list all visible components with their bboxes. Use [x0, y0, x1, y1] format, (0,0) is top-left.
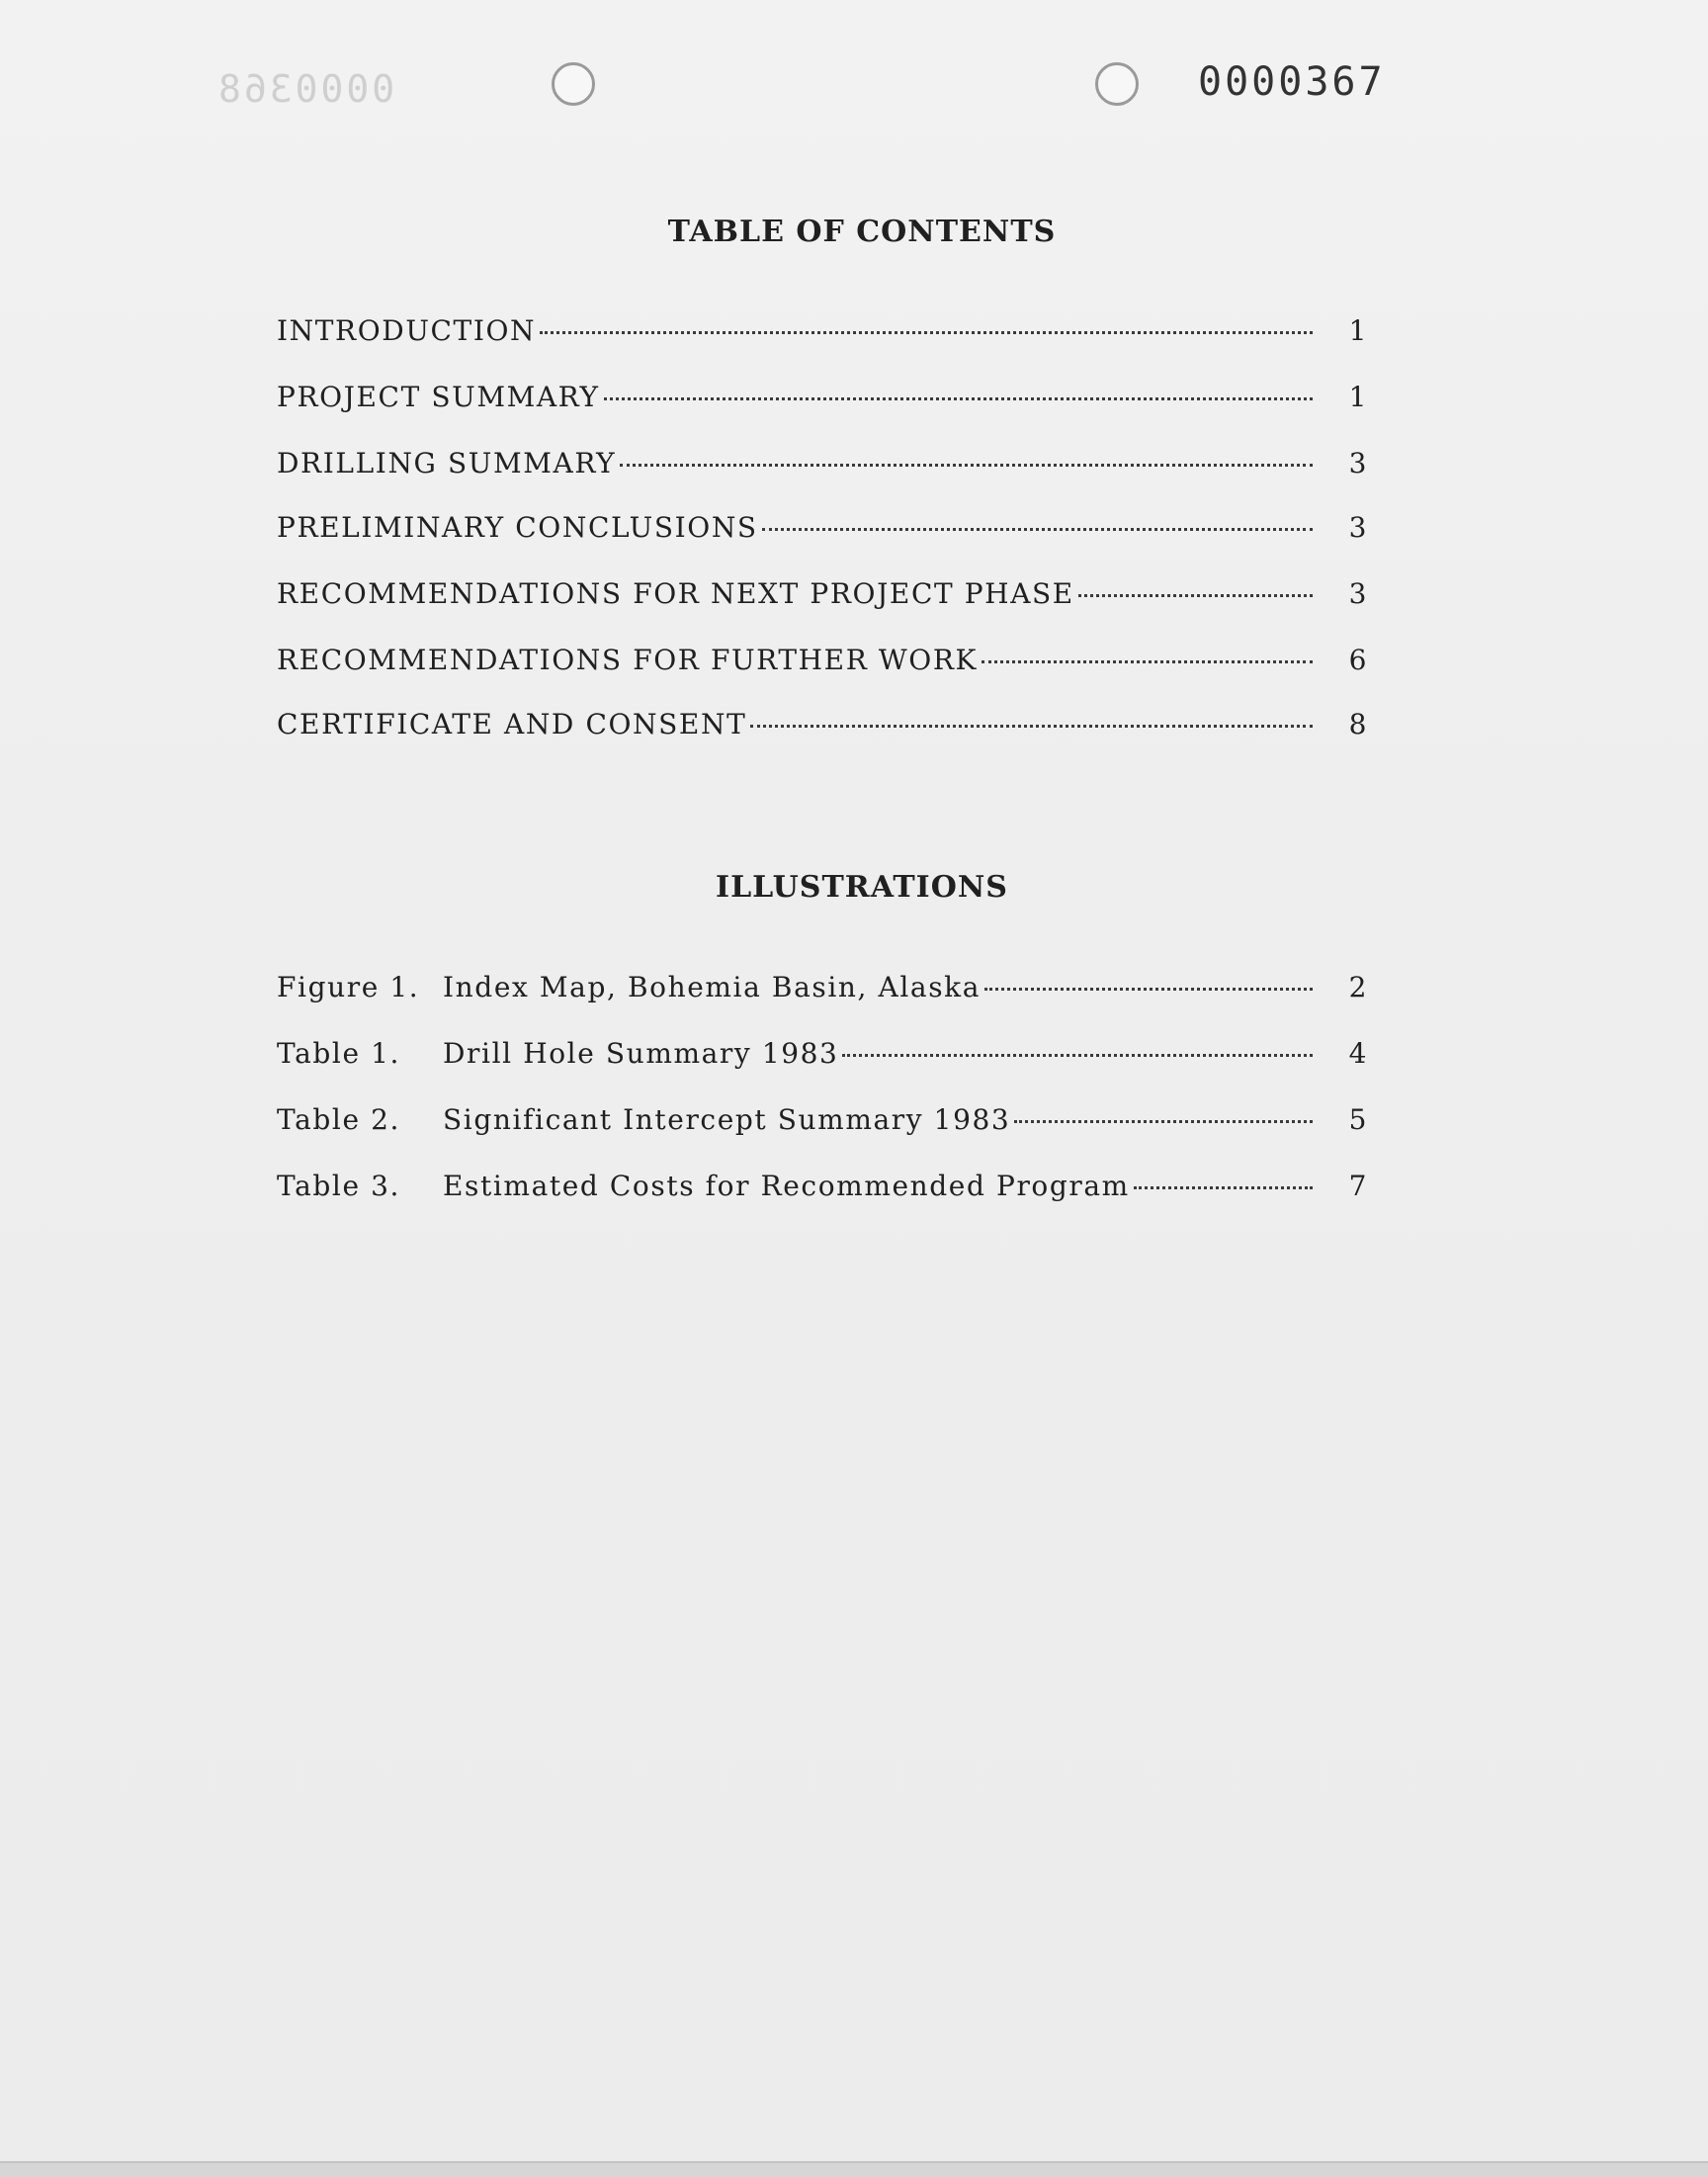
toc-entry-label: DRILLING SUMMARY	[277, 447, 617, 479]
toc-entry-page: 3	[1348, 447, 1368, 479]
document-number: 0000367	[1198, 59, 1386, 105]
toc-entry	[277, 708, 1368, 747]
toc-entry	[277, 314, 1368, 354]
illustration-number: Table 2.	[277, 1103, 401, 1136]
illustration-entry	[277, 1103, 1368, 1143]
illustration-entry	[277, 971, 1368, 1010]
punch-hole-left	[552, 62, 595, 106]
illustration-number: Table 3.	[277, 1170, 401, 1202]
illustration-label: Estimated Costs for Recommended Program	[443, 1170, 1130, 1202]
dot-leader	[1078, 593, 1313, 597]
dot-leader	[982, 659, 1313, 663]
illustration-label: Significant Intercept Summary 1983	[443, 1103, 1011, 1136]
toc-entry-label: RECOMMENDATIONS FOR FURTHER WORK	[277, 644, 979, 676]
toc-entry-label: PRELIMINARY CONCLUSIONS	[277, 511, 758, 544]
dot-leader	[1014, 1119, 1313, 1123]
illustration-label: Index Map, Bohemia Basin, Alaska	[443, 971, 982, 1003]
toc-entry-label: RECOMMENDATIONS FOR NEXT PROJECT PHASE	[277, 577, 1074, 610]
illustration-page: 2	[1348, 971, 1368, 1003]
bleed-through-number: 0000368	[215, 67, 395, 111]
dot-leader	[842, 1053, 1313, 1057]
toc-entry	[277, 577, 1368, 617]
dot-leader	[762, 527, 1313, 531]
toc-title: TABLE OF CONTENTS	[667, 215, 1057, 249]
illustration-number: Table 1.	[277, 1037, 401, 1070]
dot-leader	[604, 396, 1313, 400]
punch-hole-right	[1095, 62, 1139, 106]
dot-leader	[540, 330, 1313, 334]
illustration-entry	[277, 1037, 1368, 1077]
toc-entry	[277, 381, 1368, 420]
toc-entry-page: 8	[1348, 708, 1368, 740]
toc-entry-label: INTRODUCTION	[277, 314, 537, 347]
illustration-page: 5	[1348, 1103, 1368, 1136]
dot-leader	[620, 463, 1313, 467]
toc-entry-page: 3	[1348, 577, 1368, 610]
illustration-label: Drill Hole Summary 1983	[443, 1037, 839, 1070]
toc-entry-label: PROJECT SUMMARY	[277, 381, 600, 413]
illustrations-title: ILLUSTRATIONS	[716, 870, 1008, 905]
dot-leader	[1134, 1185, 1313, 1189]
illustration-entry	[277, 1170, 1368, 1209]
toc-entry-page: 3	[1348, 511, 1368, 544]
illustration-page: 4	[1348, 1037, 1368, 1070]
toc-entry	[277, 644, 1368, 683]
dot-leader	[750, 724, 1313, 728]
dot-leader	[984, 987, 1313, 991]
toc-entry-page: 6	[1348, 644, 1368, 676]
illustration-page: 7	[1348, 1170, 1368, 1202]
toc-entry	[277, 447, 1368, 486]
illustration-number: Figure 1.	[277, 971, 420, 1003]
toc-entry	[277, 511, 1368, 551]
toc-entry-page: 1	[1348, 381, 1368, 413]
toc-entry-page: 1	[1348, 314, 1368, 347]
toc-entry-label: CERTIFICATE AND CONSENT	[277, 708, 747, 740]
